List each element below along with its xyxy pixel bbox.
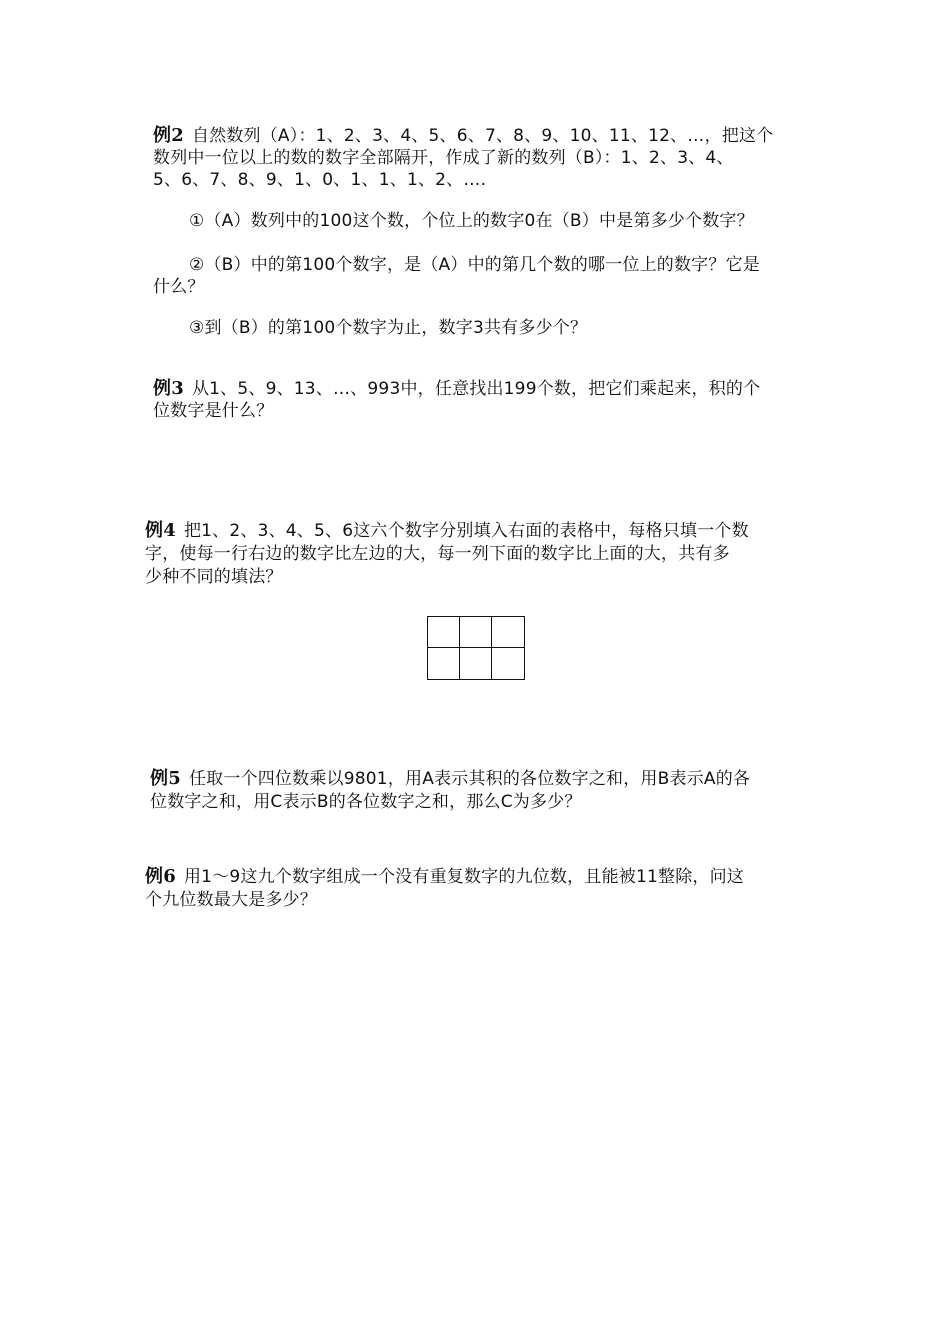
ex4-line-1 [145,520,749,542]
ex5-text-2: 位数字之和，用C表示B的各位数字之和，那么C为多少？ [150,792,582,812]
ex2-text-3: 5、6、7、8、9、1、0、1、1、1、2、…. [153,170,487,190]
ex5-label: 例5 [150,768,181,789]
ex2-line-1 [153,125,773,147]
ex3-label: 例3 [153,378,184,399]
ex6-line-1 [145,866,744,888]
ex2-question-1: ①（A）数列中的100这个数，个位上的数字0在（B）中是第多少个数字？ [189,211,754,231]
ex3-text-2: 位数字是什么？ [153,401,274,421]
grid-cell [460,648,492,679]
ex4-text-2: 字，使每一行右边的数字比左边的大，每一列下面的数字比上面的大，共有多 [145,544,730,564]
ex4-label: 例4 [145,520,176,541]
grid-cell [428,617,460,648]
ex4-text-3: 少种不同的填法？ [145,567,283,587]
grid-cell [428,648,460,679]
ex2-question-2-line-2: 什么？ [153,277,205,297]
ex5-text-1: 任取一个四位数乘以9801，用A表示其积的各位数字之和，用B表示A的各 [188,769,751,789]
ex6-text-2: 个九位数最大是多少？ [145,890,317,910]
grid-cell [492,648,524,679]
ex2-question-3: ③到（B）的第100个数字为止，数字3共有多少个？ [189,318,588,338]
ex5-line-1 [150,768,750,790]
ex3-text-1: 从1、5、9、13、…、993中，任意找出199个数，把它们乘起来，积的个 [191,379,761,399]
ex2-text-1: 自然数列（A）：1、2、3、4、5、6、7、8、9、10、11、12、…，把这个 [191,126,774,146]
grid-cell [492,617,524,648]
ex2-text-2: 数列中一位以上的数的数字全部隔开，作成了新的数列（B）：1、2、3、4、 [153,148,734,168]
ex2-question-2-line-1: ②（B）中的第100个数字，是（A）中的第几个数的哪一位上的数字？它是 [189,255,760,275]
ex3-line-1 [153,378,760,400]
ex4-text-1: 把1、2、3、4、5、6这六个数字分别填入右面的表格中，每格只填一个数 [183,521,749,541]
grid-cell [460,617,492,648]
fill-in-grid [427,616,525,680]
ex6-text-1: 用1～9这九个数字组成一个没有重复数字的九位数，且能被11整除，问这 [183,867,744,887]
ex2-label: 例2 [153,125,184,146]
ex6-label: 例6 [145,866,176,887]
